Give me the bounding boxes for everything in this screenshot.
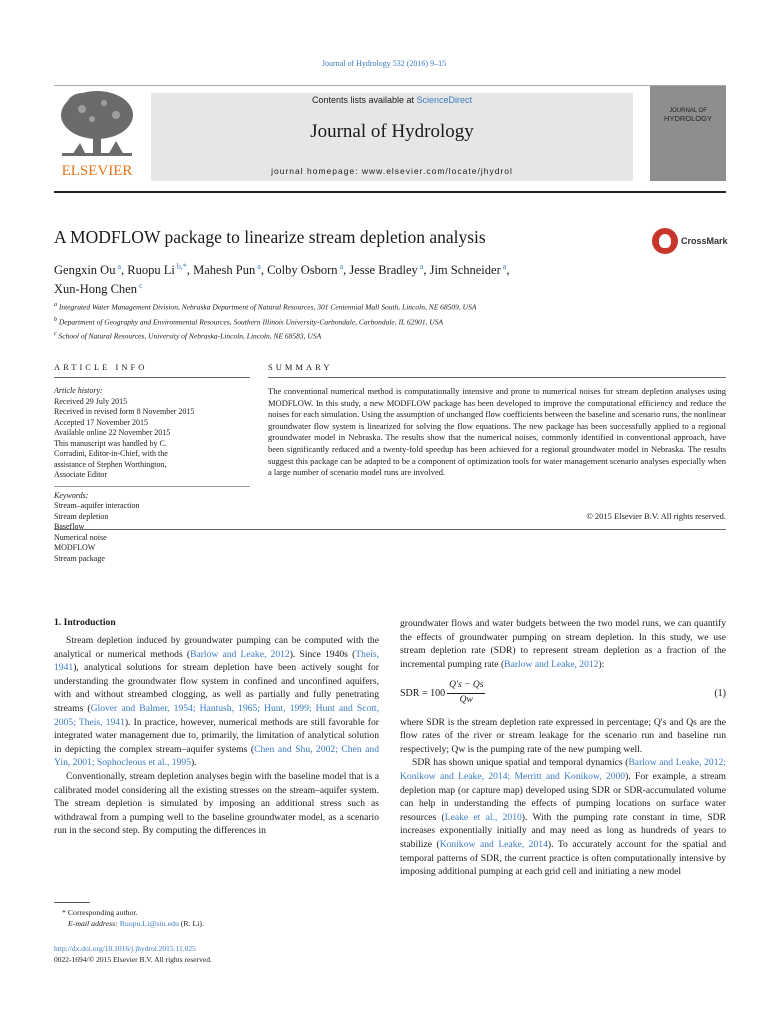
contents-prefix: Contents lists available at <box>311 95 417 105</box>
corresponding-author-note: * Corresponding author. <box>62 908 138 917</box>
article-title: A MODFLOW package to linearize stream depletion analysis <box>54 227 486 247</box>
keyword-item: Stream–aquifer interaction <box>54 501 140 510</box>
equation-fraction <box>447 679 485 707</box>
affiliation-text: School of Natural Resources, University of Nebraska-Lincoln, Lincoln, NE 68583, USA <box>56 331 322 341</box>
author-name: Jim Schneider <box>429 263 501 278</box>
paragraph-text: ). <box>190 757 197 769</box>
citation-link[interactable]: Glover and Balmer, 1954; Hantush, 1965; Hunt, 1999; Hunt and Scott, 2005; Theis, 1941 <box>54 702 379 728</box>
email-note <box>54 918 384 929</box>
cover-title-line1: JOURNAL OF <box>669 108 707 114</box>
journal-citation-link[interactable]: Journal of Hydrology 532 (2016) 9–15 <box>321 59 447 68</box>
history-item: Accepted 17 November 2015 <box>54 417 148 427</box>
author-name: Colby Osborn <box>267 263 338 278</box>
citation-link[interactable]: Chen and Shu, 2002; Chen and Yin, 2001; Sophocleous et al., 1995 <box>54 743 379 769</box>
affiliation-text: Integrated Water Management Division, Nebraska Department of Natural Resources, 301 Centennial Mall South, Lincoln, NE 68509, USA <box>57 302 477 312</box>
article-identifiers <box>54 943 384 965</box>
summary-rule <box>268 377 726 378</box>
sciencedirect-link[interactable]: ScienceDirect <box>416 95 473 105</box>
front-matter-rule <box>54 529 726 530</box>
paragraph-text: ). Since 1940s ( <box>289 648 356 660</box>
cover-title-line2: HYDROLOGY <box>664 114 712 123</box>
paragraph-text: where SDR is the stream depletion rate expressed in percentage; Q′s and Qs are the flow rates of the river or stream leakage for the scenario run and baseline run respectively; Qw is the pumping rate of the new pumping well. <box>400 716 726 755</box>
author-affiliation-marker[interactable]: b,* <box>174 262 187 271</box>
author-name: Ruopu Li <box>127 263 175 278</box>
paragraph-text: ). With the pumping rate constant in time, SDR increases exponentially initially and may need as long as hundreds of years to stabilize ( <box>400 811 726 850</box>
equation-number: (1) <box>714 687 726 699</box>
author-name: Mahesh Pun <box>193 263 256 278</box>
intro-paragraph-4 <box>400 716 726 757</box>
body-column-right <box>400 617 726 879</box>
body-column-left <box>54 634 379 838</box>
article-info-heading: ARTICLE INFO <box>54 362 148 372</box>
email-link[interactable]: Ruopu.Li@siu.edu <box>119 919 179 928</box>
equation-1 <box>400 679 726 707</box>
journal-homepage[interactable]: journal homepage: www.elsevier.com/locate/jhydrol <box>271 166 513 176</box>
paragraph-text: ). In practice, however, numerical methods are still favorable for integrated water management due to, primarily, the limitation of analytical solution in depicting the complex stream–aquifer systems ( <box>54 716 379 755</box>
keyword-item: MODFLOW <box>54 543 96 552</box>
citation-link[interactable]: Barlow and Leake, 2012 <box>504 658 599 670</box>
affiliation-marker: c <box>54 331 57 337</box>
journal-name: Journal of Hydrology <box>310 121 474 142</box>
history-item: This manuscript was handled by C. <box>54 438 167 448</box>
issn-line: 0022-1694/© 2015 Elsevier B.V. All rights reserved. <box>54 955 212 964</box>
citation-link[interactable]: Theis, 1941 <box>54 648 379 674</box>
header-bottom-rule <box>54 191 726 193</box>
author-list <box>54 259 654 297</box>
author-name: Jesse Bradley <box>349 263 418 278</box>
author-affiliation-marker[interactable]: a <box>115 262 122 271</box>
affiliation-marker: b <box>54 316 57 323</box>
equation-numerator: Q′s − Qs <box>447 679 485 694</box>
citation-link[interactable]: Leake et al., 2010 <box>444 811 522 823</box>
publisher-name: ELSEVIER <box>61 163 133 179</box>
keywords-label: Keywords: <box>54 490 89 500</box>
citation-link[interactable]: Konikow and Leake, 2014 <box>439 838 548 850</box>
summary-text: The conventional numerical method is computationally intensive and prone to numerical noises for stream depletion analyses using MODFLOW. In this study, a new MODFLOW package has been developed to improve the computational efficiency and reduce the noises for each simulation. Using the assumption of unchanged flow coefficients between the baseline and scenario runs, the nonlinear groundwater flow system is linearized for solving the flow equations. The new package has been successfully applied to a regional groundwater model in Nebraska. The results show that the numerical noises, commonly identified in conventional approach, have been significantly reduced and a twenty-fold speedup has been achieved for a regional groundwater model in Nebraska. The results suggest this package can be adapted to be a component of optimization tools for water management scenario analyses especially when a large number of scenario model runs are involved. <box>268 386 726 478</box>
footnote-rule <box>54 902 90 903</box>
contents-line <box>151 95 633 105</box>
paragraph-text: groundwater flows and water budgets between the two model runs, we can quantify the effects of groundwater pumping on stream depletion. In this study, we use stream depletion rate (SDR) to represent stream depletion as a fraction of the incremental pumping rate ( <box>400 618 726 670</box>
header-top-rule <box>54 85 726 86</box>
crossmark-label: CrossMark <box>681 236 728 246</box>
keyword-item: Stream package <box>54 553 105 563</box>
equation-lhs: SDR = 100 <box>400 687 446 699</box>
keyword-item: Stream depletion <box>54 511 109 521</box>
intro-paragraph-3 <box>400 617 726 671</box>
keyword-item: Numerical noise <box>54 532 107 542</box>
keyword-item: Baseflow <box>54 522 85 531</box>
intro-paragraph-5 <box>400 756 726 878</box>
history-item: Received 29 July 2015 <box>54 396 128 406</box>
keywords-rule <box>54 486 250 487</box>
paragraph-text: ): <box>598 658 605 670</box>
author-affiliation-marker[interactable]: a <box>255 262 261 271</box>
affiliation-item <box>54 328 714 343</box>
author-name: Xun-Hong Chen <box>54 282 137 297</box>
paragraph-text: ), analytical solutions for stream depletion have been actively sought for understanding the groundwater flow system in confined and unconfined aquifers, with and without streambed clogging, as well as partially and fully penetrating streams ( <box>54 662 379 714</box>
history-item: assistance of Stephen Worthington, <box>54 459 167 469</box>
summary-heading: SUMMARY <box>268 362 333 372</box>
paragraph-text: Stream depletion induced by groundwater pumping can be computed with the analytical or numerical methods ( <box>54 635 379 660</box>
journal-cover-thumbnail <box>650 85 726 181</box>
email-label: E-mail address: <box>68 919 120 928</box>
author-separator: , <box>343 263 350 278</box>
history-item: Received in revised form 8 November 2015 <box>54 407 195 416</box>
intro-paragraph-1 <box>54 634 379 770</box>
intro-paragraph-2 <box>54 770 379 838</box>
section-heading-introduction: 1. Introduction <box>54 617 116 628</box>
keywords-list <box>54 501 250 564</box>
author-affiliation-marker[interactable]: c <box>136 281 143 291</box>
email-suffix: (R. Li). <box>178 919 204 928</box>
affiliation-item <box>54 314 714 329</box>
author-affiliation-marker[interactable]: a <box>417 262 424 271</box>
crossmark-icon <box>652 228 678 254</box>
cover-title <box>650 108 726 122</box>
citation-link[interactable]: Barlow and Leake, 2012 <box>190 648 290 660</box>
author-affiliation-marker[interactable]: a <box>337 262 344 271</box>
doi-link[interactable]: http://dx.doi.org/10.1016/j.jhydrol.2015.11.025 <box>54 944 196 953</box>
author-name: Gengxin Ou <box>54 263 116 278</box>
history-item: Associate Editor <box>54 470 108 479</box>
author-separator: , <box>186 263 194 278</box>
paragraph-text: SDR has shown unique spatial and temporal dynamics ( <box>412 757 629 769</box>
article-info-rule <box>54 377 250 378</box>
author-separator: , <box>423 263 430 278</box>
paragraph-text: ). To accurately account for the spatial and temporal patterns of SDR, the current practice is often computationally intensive by imposing additional pumping at each grid cell and initiating a new model <box>400 838 727 878</box>
authors-line1 <box>54 259 654 278</box>
history-item: Available online 22 November 2015 <box>54 428 171 437</box>
affiliation-item <box>54 299 714 314</box>
affiliation-text: Department of Geography and Environmental Resources, Southern Illinois University-Carbondale, Carbondale, IL 62901, USA <box>57 317 444 326</box>
history-list <box>54 397 250 481</box>
equation-denominator: Qw <box>459 694 473 705</box>
paragraph-text: ). For example, a stream depletion map (or capture map) developed using SDR or SDR-accumulated volume can help in understanding the effects of pumping locations on surface water resources ( <box>400 770 726 823</box>
author-separator: , <box>121 263 128 278</box>
author-affiliation-marker[interactable]: a <box>500 262 507 271</box>
history-label: Article history: <box>54 386 103 395</box>
article-info-box <box>54 386 250 564</box>
elsevier-logo <box>52 85 142 181</box>
summary-copyright: © 2015 Elsevier B.V. All rights reserved. <box>586 511 726 521</box>
history-item: Corradini, Editor-in-Chief, with the <box>54 449 168 458</box>
paragraph-text: Conventionally, stream depletion analyses begin with the baseline model that is a calibrated model considering all the existing stresses on the stream–aquifer system. The stream depletion is simulated by imposing an additional stress such as withdrawal from a pumping well to the baseline groundwater model, as a scenario run in the second step. By computing the differences in <box>54 770 379 837</box>
author-separator: , <box>260 263 268 278</box>
crossmark-badge[interactable] <box>652 228 728 254</box>
authors-line2 <box>54 278 654 297</box>
citation-link[interactable]: Barlow and Leake, 2012; Konikow and Leake, 2014; Merritt and Konikow, 2000 <box>400 757 726 782</box>
author-separator: , <box>506 263 510 278</box>
affiliations <box>54 299 714 343</box>
footnotes <box>54 907 384 929</box>
affiliation-marker: a <box>54 302 57 308</box>
